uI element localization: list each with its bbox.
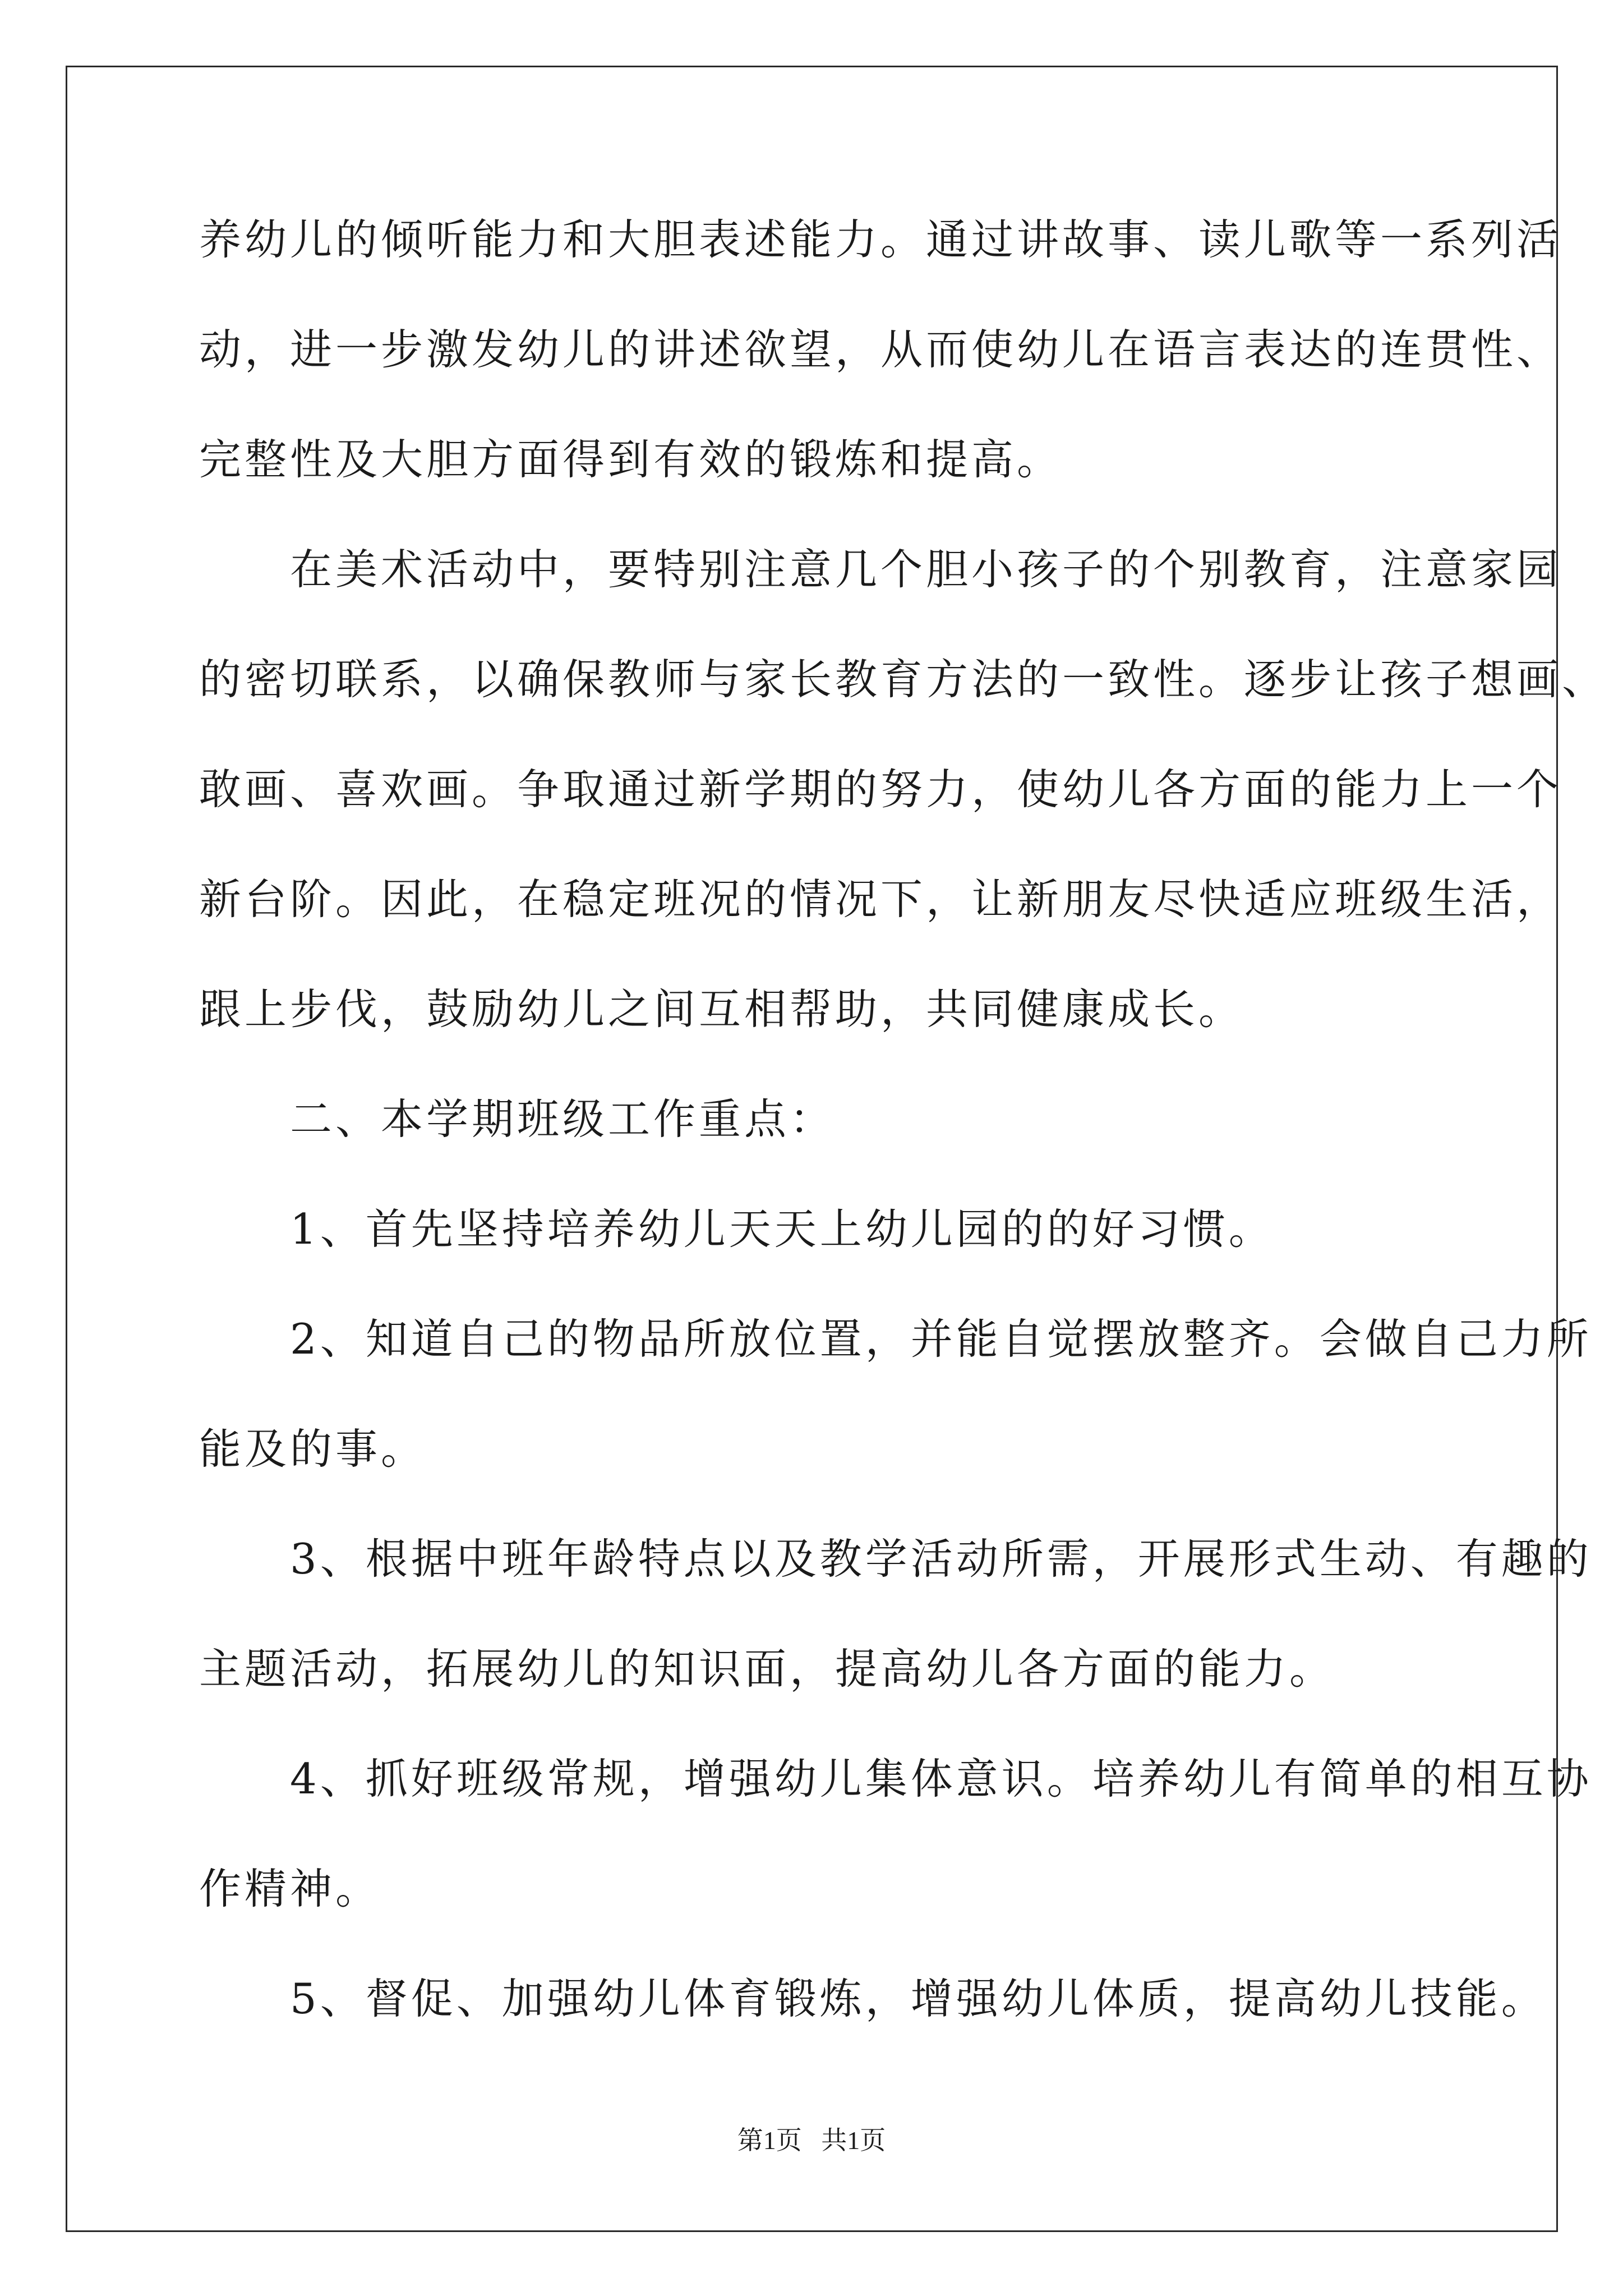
- text-line: 新台阶。因此，在稳定班况的情况下，让新朋友尽快适应班级生活，: [199, 875, 1562, 924]
- list-item: 3、根据中班年龄特点以及教学活动所需，开展形式生动、有趣的: [199, 1534, 1592, 1584]
- text-line: 能及的事。: [199, 1424, 427, 1474]
- text-line: 动，进一步激发幼儿的讲述欲望，从而使幼儿在语言表达的连贯性、: [199, 325, 1562, 374]
- list-item: 5、督促、加强幼儿体育锻炼，增强幼儿体质，提高幼儿技能。: [199, 1974, 1547, 2023]
- page-number: 第1页 共1页: [737, 2126, 886, 2155]
- list-item: 1、首先坚持培养幼儿天天上幼儿园的的好习惯。: [199, 1204, 1274, 1254]
- text-line: 敢画、喜欢画。争取通过新学期的努力，使幼儿各方面的能力上一个: [199, 765, 1562, 814]
- text-line: 在美术活动中，要特别注意几个胆小孩子的个别教育，注意家园: [199, 545, 1562, 594]
- list-item: 4、抓好班级常规，增强幼儿集体意识。培养幼儿有简单的相互协: [199, 1754, 1592, 1803]
- text-line: 完整性及大胆方面得到有效的锻炼和提高。: [199, 435, 1063, 484]
- text-line: 主题活动，拓展幼儿的知识面，提高幼儿各方面的能力。: [199, 1644, 1335, 1694]
- text-line: 跟上步伐，鼓励幼儿之间互相帮助，共同健康成长。: [199, 984, 1244, 1034]
- text-line: 养幼儿的倾听能力和大胆表述能力。通过讲故事、读儿歌等一系列活: [199, 215, 1562, 264]
- section-heading: 二、本学期班级工作重点：: [199, 1094, 836, 1144]
- list-item: 2、知道自己的物品所放位置，并能自觉摆放整齐。会做自己力所: [199, 1314, 1592, 1364]
- text-line: 的密切联系，以确保教师与家长教育方法的一致性。逐步让孩子想画、: [199, 655, 1608, 704]
- text-line: 作精神。: [199, 1864, 381, 1913]
